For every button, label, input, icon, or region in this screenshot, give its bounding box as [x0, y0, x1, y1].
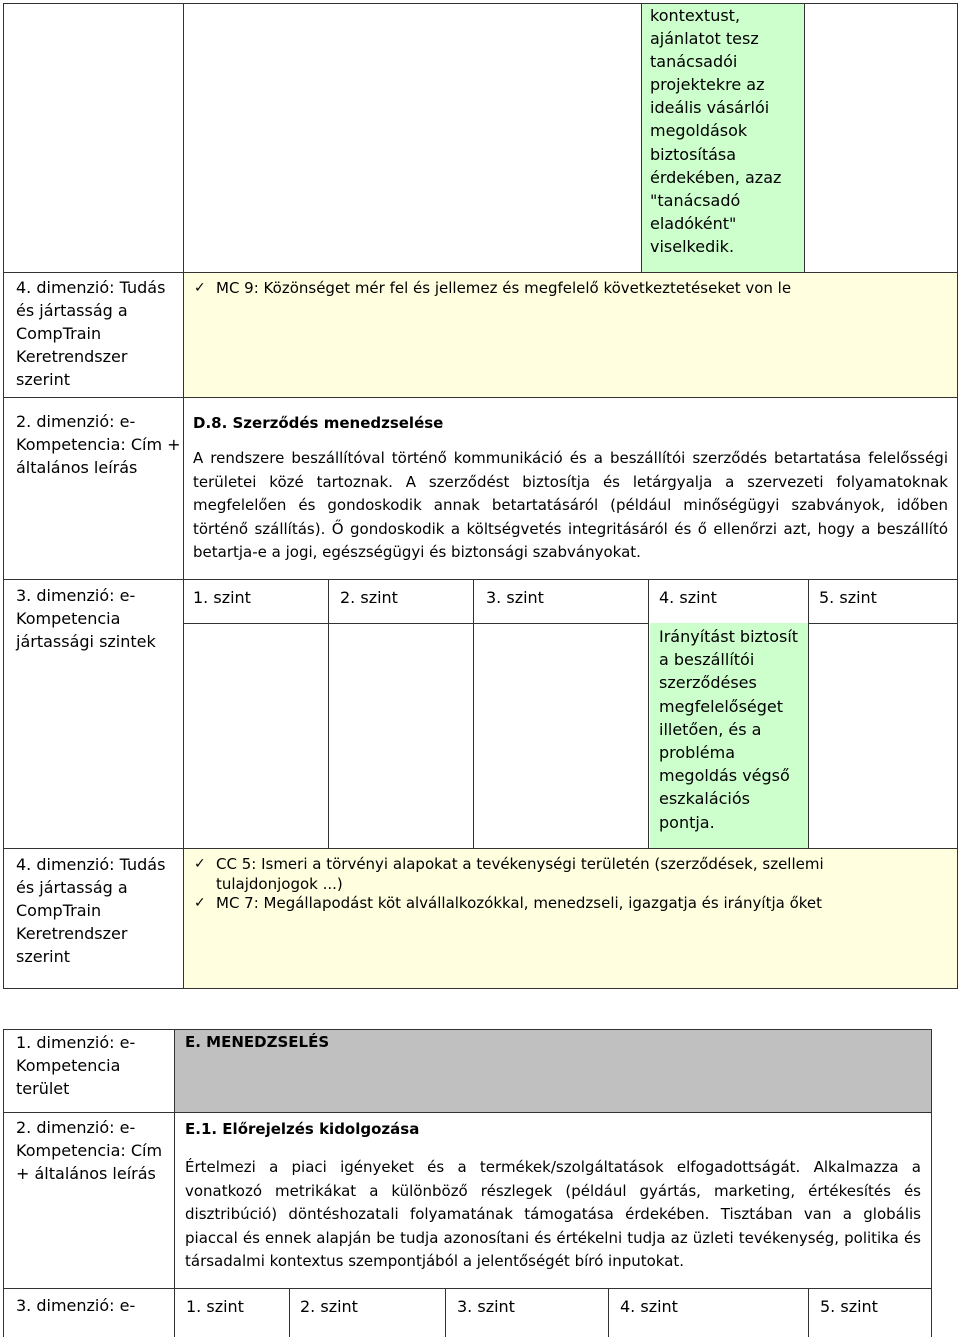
top-middle-empty-cell [183, 3, 642, 273]
level4-cell [648, 579, 809, 849]
t2-dim1-label-cell [3, 1029, 175, 1113]
level2-cell [328, 579, 474, 849]
checklist-item [184, 279, 957, 299]
dim4b-label-line: szerint [16, 947, 71, 966]
dim4-label-line: Keretrendszer [16, 347, 128, 366]
levels-divider [183, 623, 649, 624]
level1-label: 1. szint [193, 588, 251, 607]
t2-level1-label: 1. szint [186, 1297, 244, 1316]
green-line: érdekében, azaz [650, 167, 782, 187]
top-green-cell [642, 4, 805, 272]
level4-line: illetően, és a [659, 719, 762, 739]
t2-dim2-label-line: + általános leírás [16, 1164, 156, 1183]
t2-dim2-label-cell [3, 1112, 175, 1289]
t2-level4-cell [608, 1288, 809, 1337]
dim3-label-line: Kompetencia [16, 609, 121, 628]
level4-line: probléma [659, 743, 736, 763]
t2-level4-label: 4. szint [620, 1297, 678, 1316]
top-right-empty-cell [804, 3, 958, 273]
check-icon: ✓ [194, 280, 206, 296]
dim4b-label-line: Keretrendszer [16, 924, 128, 943]
green-line: tanácsadói [650, 52, 738, 72]
level3-cell [473, 579, 649, 849]
level1-cell [183, 579, 329, 849]
competence-description: Értelmezi a piaci igényeket és a termékek/szolgáltatások elfogadottságát. Alkalmazza a vonatkozó metrikákat a különböző részlegek (például gyártás, marketing, értékesítés és disztribúció) döntéshozatali folyamatának támogatása érdekében. Tisztában van a globális piaccal és ennek alapján be tudja azonosítani és értékelni tudja az üzleti tevékenység, politika és társadalmi kontextus szempontjából a jelentőségét bíró inputokat. [185, 1158, 921, 1270]
level4-line: megfelelőséget [659, 696, 784, 716]
level4-line: a beszállítói [659, 650, 755, 670]
t2-dim1-label-line: Kompetencia [16, 1056, 121, 1075]
checklist-item [184, 855, 917, 894]
green-line: projektekre az [650, 75, 765, 95]
t2-level3-cell [445, 1288, 609, 1337]
dim2-label-line: 2. dimenzió: e- [16, 412, 136, 431]
dim4b-label-line: CompTrain [16, 901, 102, 920]
t2-dim2-content-cell [174, 1112, 932, 1289]
dim2-content-cell [183, 397, 958, 580]
check-icon: ✓ [194, 856, 206, 872]
green-line: kontextust, [650, 6, 741, 25]
level4-line: szerződéses [659, 673, 757, 693]
dim4b-content-cell [183, 848, 958, 989]
t2-level1-cell [174, 1288, 290, 1337]
competence-title: E.1. Előrejelzés kidolgozása [185, 1120, 420, 1138]
competence-description: A rendszere beszállítóval történő kommunikáció és a beszállítói szerződés betartatása felelősségi területei közé tartoznak. A szerződést biztosítja és letárgyalja a szervezeti folyamatoknak megfelelően és gondoskodik annak betartatásáról (például minőségügyi szabványok, időben történő szállítás). Ő gondoskodik a költségvetés integritásáról és ő ellenőrzi azt, hogy a beszállító betartja-e a jogi, egészségügyi és biztonsági szabványokat. [193, 449, 948, 561]
checklist-item-text: MC 9: Közönséget mér fel és jellemez és megfelelő következtetéseket von le [216, 279, 792, 297]
level4-line: Irányítást biztosít [659, 627, 799, 646]
checklist-item-text: CC 5: Ismeri a törvényi alapokat a tevékenységi területén (szerződések, szellemi tulajdonjogok ...) [216, 855, 824, 893]
top-left-empty-cell [3, 3, 184, 273]
t2-level5-label: 5. szint [820, 1297, 878, 1316]
t2-dim3-label: 3. dimenzió: e- [16, 1296, 136, 1315]
level5-cell [808, 579, 958, 849]
dim2-label-cell [3, 397, 184, 580]
green-line: ideális vásárlói [650, 98, 770, 118]
t2-level2-cell [289, 1288, 446, 1337]
green-line: eladóként" [650, 213, 737, 233]
competence-title: D.8. Szerződés menedzselése [193, 414, 444, 432]
dim3-label-line: jártassági szintek [16, 632, 156, 651]
dim4b-label-line: és jártasság a [16, 878, 128, 897]
t2-dim1-content-cell [174, 1029, 932, 1113]
level4-line: pontja. [659, 812, 715, 832]
green-line: "tanácsadó [650, 190, 741, 210]
dim4-label-line: 4. dimenzió: Tudás [16, 278, 166, 297]
green-line: ajánlatot tesz [650, 29, 759, 49]
green-line: megoldások [650, 121, 748, 141]
dim4-label-cell [3, 272, 184, 398]
dim2-label-line: általános leírás [16, 458, 138, 477]
t2-level5-cell [808, 1288, 932, 1337]
dim4-label-line: és jártasság a [16, 301, 128, 320]
check-icon: ✓ [194, 895, 206, 911]
dim4-label-line: CompTrain [16, 324, 102, 343]
area-title: E. MENEDZSELÉS [185, 1033, 330, 1051]
t2-level3-label: 3. szint [457, 1297, 515, 1316]
t2-dim3-label-cell [3, 1288, 175, 1337]
dim4b-label-cell [3, 848, 184, 989]
dim4-checklist [184, 279, 957, 299]
dim4-content-cell [183, 272, 958, 398]
dim3-label-line: 3. dimenzió: e- [16, 586, 136, 605]
t2-level2-label: 2. szint [300, 1297, 358, 1316]
levels-divider [808, 623, 958, 624]
green-line: viselkedik. [650, 236, 735, 256]
level3-label: 3. szint [486, 588, 544, 607]
green-line: biztosítása [650, 144, 737, 164]
level4-description [650, 623, 808, 849]
dim4-label-line: szerint [16, 370, 71, 389]
level2-label: 2. szint [340, 588, 398, 607]
dim3-label-cell [3, 579, 184, 849]
level5-label: 5. szint [819, 588, 877, 607]
dim4b-label-line: 4. dimenzió: Tudás [16, 855, 166, 874]
level4-line: megoldás végső [659, 766, 790, 786]
checklist-item-text: MC 7: Megállapodást köt alvállalkozókkal, menedzseli, igazgatja és irányítja őket [216, 894, 823, 912]
dim2-label-line: Kompetencia: Cím + [16, 435, 181, 454]
t2-dim2-label-line: Kompetencia: Cím [16, 1141, 163, 1160]
t2-dim1-label-line: terület [16, 1079, 70, 1098]
t2-dim2-label-line: 2. dimenzió: e- [16, 1118, 136, 1137]
t2-dim1-label-line: 1. dimenzió: e- [16, 1033, 136, 1052]
level4-label: 4. szint [659, 588, 717, 607]
level4-line: eszkalációs [659, 789, 750, 809]
checklist-item [184, 894, 917, 914]
dim4b-checklist [184, 855, 917, 914]
